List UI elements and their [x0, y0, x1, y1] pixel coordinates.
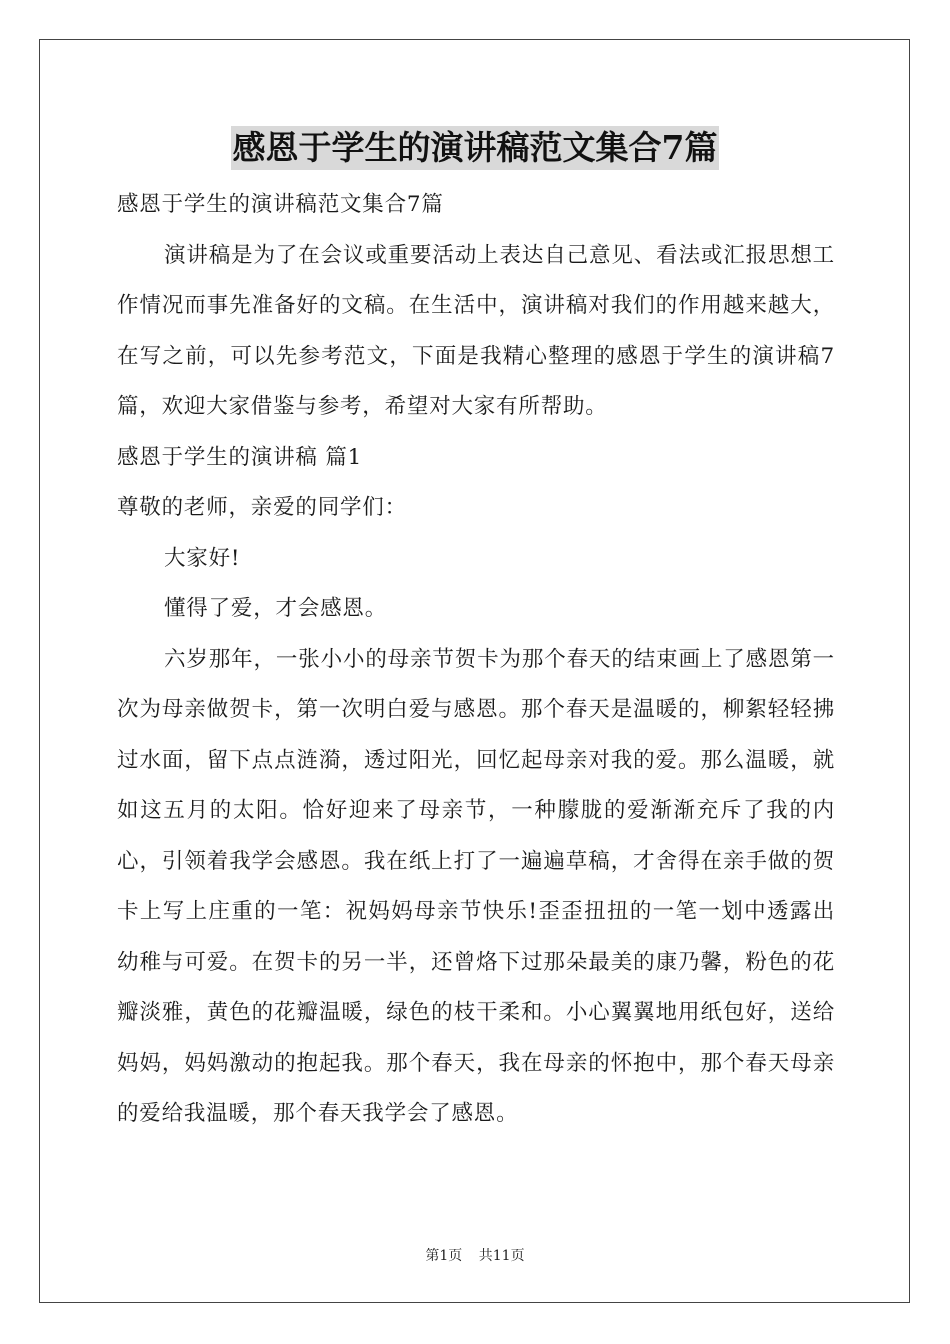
paragraph-intro: 演讲稿是为了在会议或重要活动上表达自己意见、看法或汇报思想工作情况而事先准备好的文稿。在生活中，演讲稿对我们的作用越来越大，在写之前，可以先参考范文，下面是我精心整理的感恩于学生的演讲稿7篇，欢迎大家借鉴与参考，希望对大家有所帮助。 [117, 242, 835, 419]
paragraph-greeting: 大家好! [164, 545, 241, 571]
paragraph-salutation: 尊敬的老师，亲爱的同学们： [117, 495, 407, 520]
document-title-container [0, 126, 950, 170]
paragraph-subtitle: 感恩于学生的演讲稿范文集合7篇 [117, 192, 444, 217]
section-heading: 感恩于学生的演讲稿 篇1 [117, 444, 363, 470]
paragraph-theme: 懂得了爱，才会感恩。 [164, 596, 388, 621]
page-footer [0, 1247, 950, 1265]
document-body [117, 180, 835, 1140]
paragraph-story: 六岁那年，一张小小的母亲节贺卡为那个春天的结束画上了感恩第一次为母亲做贺卡，第一次明白爱与感恩。那个春天是温暖的，柳絮轻轻拂过水面，留下点点涟漪，透过阳光，回忆起母亲对我的爱。那么温暖，就如这五月的太阳。恰好迎来了母亲节，一种朦胧的爱渐渐充斥了我的内心，引领着我学会感恩。我在纸上打了一遍遍草稿，才舍得在亲手做的贺卡上写上庄重的一笔：祝妈妈母亲节快乐!歪歪扭扭的一笔一划中透露出幼稚与可爱。在贺卡的另一半，还曾烙下过那朵最美的康乃馨，粉色的花瓣淡雅，黄色的花瓣温暖，绿色的枝干柔和。小心翼翼地用纸包好，送给妈妈，妈妈激动的抱起我。那个春天，我在母亲的怀抱中，那个春天母亲的爱给我温暖，那个春天我学会了感恩。 [117, 646, 835, 1126]
page-total: 共11页 [478, 1248, 525, 1264]
page-number: 第1页 [425, 1248, 463, 1264]
document-title: 感恩于学生的演讲稿范文集合7篇 [231, 126, 720, 170]
